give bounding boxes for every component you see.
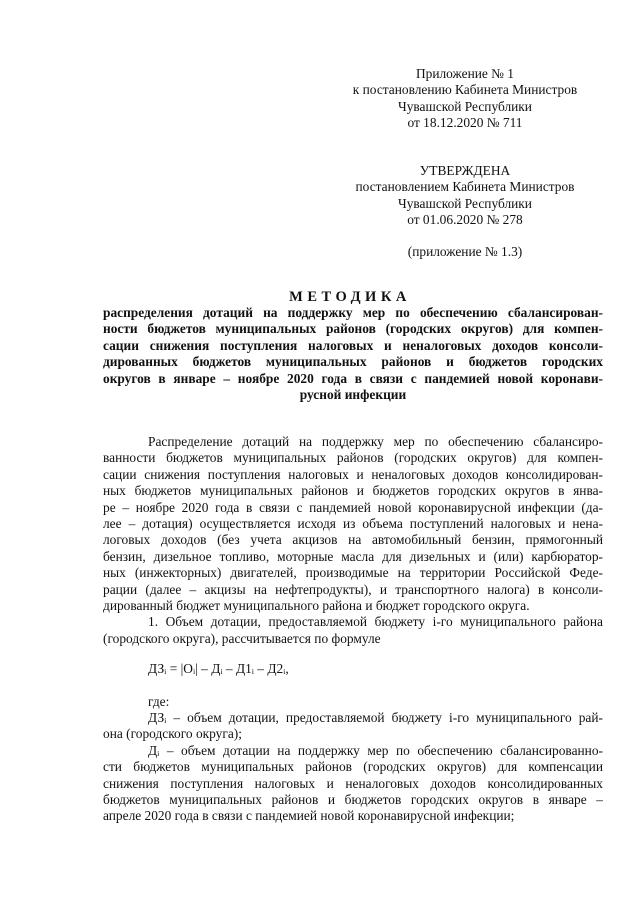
appendix-number: Приложение № 1: [415, 66, 515, 81]
text-line: 1. Объем дотации, предоставляемой бюджету i-го муниципального района: [148, 614, 603, 630]
text-line: ре – ноябре 2020 года в связи с пандемией новой коронавирусной инфекции (да-: [103, 499, 603, 515]
subtitle-line: округов в январе – ноябре 2020 года в связи с пандемией новой коронави-: [103, 370, 603, 386]
approved-header: [330, 163, 600, 229]
definition-line: ДЗᵢ – объем дотации, предоставляемой бюджету i-го муниципального рай-: [148, 710, 603, 725]
text-line: логовых доходов (без учета акцизов на автомобильный бензин, прямогонный: [103, 532, 603, 548]
definition-line: она (городского округа);: [103, 726, 242, 742]
document-subtitle: [103, 305, 603, 403]
text-line: ванности бюджетов муниципальных районов (городских округов) для компен-: [103, 450, 603, 466]
subtitle-line: ности бюджетов муниципальных районов (городских округов) для компен-: [103, 321, 603, 337]
text-line: бензин, дизельное топливо, моторные масла для дизельных и (или) карбюратор-: [103, 548, 603, 564]
definitions: [103, 710, 603, 825]
approved-title: УТВЕРЖДЕНА: [419, 163, 511, 178]
appendix-date: от 18.12.2020 № 711: [407, 115, 523, 131]
definition-line: Дᵢ – объем дотации на поддержку мер по обеспечению сбалансированно-: [148, 742, 603, 758]
formula: ДЗᵢ = |Оᵢ| – Дᵢ – Д1ᵢ – Д2ᵢ,: [148, 661, 289, 676]
text-line: ных бюджетов муниципальных районов и бюджетов городских округов в янва-: [103, 483, 603, 499]
text-line: лее – дотация) осуществляется исходя из объема поступлений налоговых и нена-: [103, 515, 603, 531]
definition-line: апреле 2020 года в связи с пандемией новой коронавирусной инфекции;: [103, 808, 515, 824]
approved-republic: Чувашской Республики: [398, 195, 532, 211]
definition-line: бюджетов муниципальных районов и бюджетов городских округов в январе –: [103, 791, 603, 807]
appendix-resolution: к постановлению Кабинета Министров: [352, 82, 578, 98]
text-line: Распределение дотаций на поддержку мер по обеспечению сбалансиро-: [148, 434, 603, 449]
text-line: ных (инжекторных) двигателей, производимые на территории Российской Феде-: [103, 565, 603, 581]
where-label: где:: [148, 694, 170, 709]
text-line: (городского округа), рассчитывается по формуле: [103, 630, 381, 646]
body-paragraphs: [103, 434, 603, 647]
definition-line: снижения поступления налоговых и неналоговых доходов консолидированных: [103, 775, 603, 791]
text-line: дированный бюджет муниципального района и бюджет городского округа.: [103, 597, 530, 613]
approved-resolution: постановлением Кабинета Министров: [355, 179, 575, 195]
subtitle-line: русной инфекции: [299, 386, 407, 402]
text-line: рации (далее – акцизы на нефтепродукты), и транспортного налога) в консоли-: [103, 581, 603, 597]
document-title: МЕТОДИКА: [289, 289, 411, 305]
approved-date: от 01.06.2020 № 278: [407, 212, 523, 228]
appendix-republic: Чувашской Республики: [398, 98, 532, 114]
appendix-header: [330, 66, 600, 132]
appendix-reference: (приложение № 1.3): [407, 244, 523, 259]
subtitle-line: дированных бюджетов муниципальных районов и бюджетов городских: [103, 354, 603, 370]
definition-line: сти бюджетов муниципальных районов (городских округов) для компенсации: [103, 759, 603, 775]
subtitle-line: распределения дотаций на поддержку мер по обеспечению сбалансирован-: [103, 305, 603, 320]
subtitle-line: сации снижения поступления налоговых и неналоговых доходов консоли-: [103, 337, 603, 353]
text-line: сации снижения поступления налоговых и неналоговых доходов консолидирован-: [103, 466, 603, 482]
